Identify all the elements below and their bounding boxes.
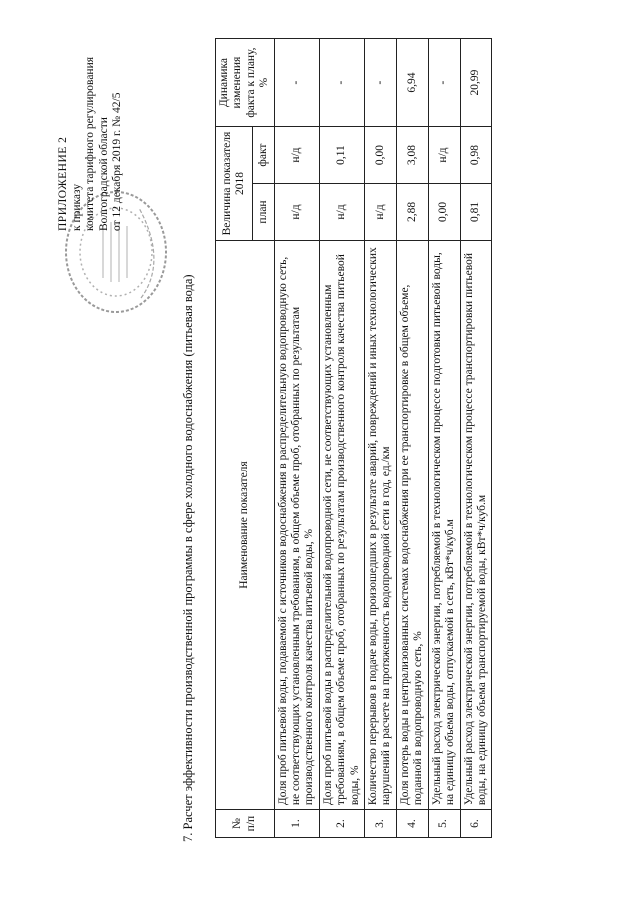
- dynamics-value: -: [274, 39, 319, 127]
- fact-value: н/д: [274, 127, 319, 184]
- dynamics-value: 6,94: [396, 39, 428, 127]
- row-number: 1.: [274, 810, 319, 838]
- indicator-name: Доля проб питьевой воды, подаваемой с источников водоснабжения в распределительную водопроводную сеть, не соответствующих установленным требованиям, в общем объеме проб, отобранных по результатам производственного контроля качества питьевой воды, %: [274, 240, 319, 809]
- plan-value: н/д: [319, 184, 364, 241]
- indicator-name: Доля проб питьевой воды в распределительной водопроводной сети, не соответствующих установленным требованиям, в общем объеме проб, отобранных по результатам производственного контроля качества питьевой воды, %: [319, 240, 364, 809]
- appendix-line: к приказу: [70, 183, 83, 231]
- fact-value: 0,11: [319, 127, 364, 184]
- plan-value: 0,81: [460, 184, 492, 241]
- plan-value: н/д: [365, 184, 397, 241]
- appendix-block: [57, 57, 125, 231]
- appendix-line: Волгоградской области: [97, 117, 110, 231]
- dynamics-value: -: [428, 39, 460, 127]
- header-name: Наименование показателя: [216, 240, 275, 809]
- row-number: 2.: [319, 810, 364, 838]
- fact-value: 0,00: [365, 127, 397, 184]
- dynamics-value: -: [319, 39, 364, 127]
- indicator-name: Количество перерывов в подаче воды, произошедших в результате аварий, повреждений и иных технологических нарушений в расчете на протяженность водопроводной сети в год, ед./км: [365, 240, 397, 809]
- indicator-name: Доля потерь воды в централизованных системах водоснабжения при ее транспортировке в общем объеме, поданной в водопроводную сеть, %: [396, 240, 428, 809]
- row-number: 5.: [428, 810, 460, 838]
- indicator-name: Удельный расход электрической энергии, потребляемой в технологическом процессе транспортировки питьевой воды, на единицу объема транспортируемой воды, кВт*ч/куб.м: [460, 240, 492, 809]
- fact-value: 3,08: [396, 127, 428, 184]
- row-number: 4.: [396, 810, 428, 838]
- header-row: [216, 39, 253, 838]
- fact-value: н/д: [428, 127, 460, 184]
- plan-value: 0,00: [428, 184, 460, 241]
- appendix-line: от 12 декабря 2019 г. № 42/5: [111, 92, 123, 231]
- header-fact: факт: [253, 127, 275, 184]
- indicator-name: Удельный расход электрической энергии, потребляемой в технологическом процессе подготовки питьевой воды, на единицу объема воды, отпускаемой в сеть, кВт*ч/куб.м: [428, 240, 460, 809]
- plan-value: н/д: [274, 184, 319, 241]
- table-row: [274, 39, 319, 838]
- header-dynamics: Динамика изменения факта к плану, %: [216, 39, 275, 127]
- appendix-line: комитета тарифного регулирования: [84, 56, 96, 231]
- dynamics-value: -: [365, 39, 397, 127]
- header-plan: план: [253, 184, 275, 241]
- row-number: 6.: [460, 810, 492, 838]
- header-no: № п/п: [216, 810, 275, 838]
- table-row: [460, 39, 492, 838]
- header-value-group: Величина показателя 2018: [216, 127, 253, 241]
- table-row: [365, 39, 397, 838]
- rotated-document-page: [13, 18, 627, 886]
- row-number: 3.: [365, 810, 397, 838]
- fact-value: 0,98: [460, 127, 492, 184]
- dynamics-value: 20,99: [460, 39, 492, 127]
- table-row: [319, 39, 364, 838]
- table-row: [428, 39, 460, 838]
- plan-value: 2,88: [396, 184, 428, 241]
- section-heading: 7. Расчет эффективности производственной программы в сфере холодного водоснабжения (питьевая вода): [181, 274, 195, 842]
- table-row: [396, 39, 428, 838]
- efficiency-table: [215, 38, 492, 838]
- appendix-title: ПРИЛОЖЕНИЕ 2: [57, 136, 69, 231]
